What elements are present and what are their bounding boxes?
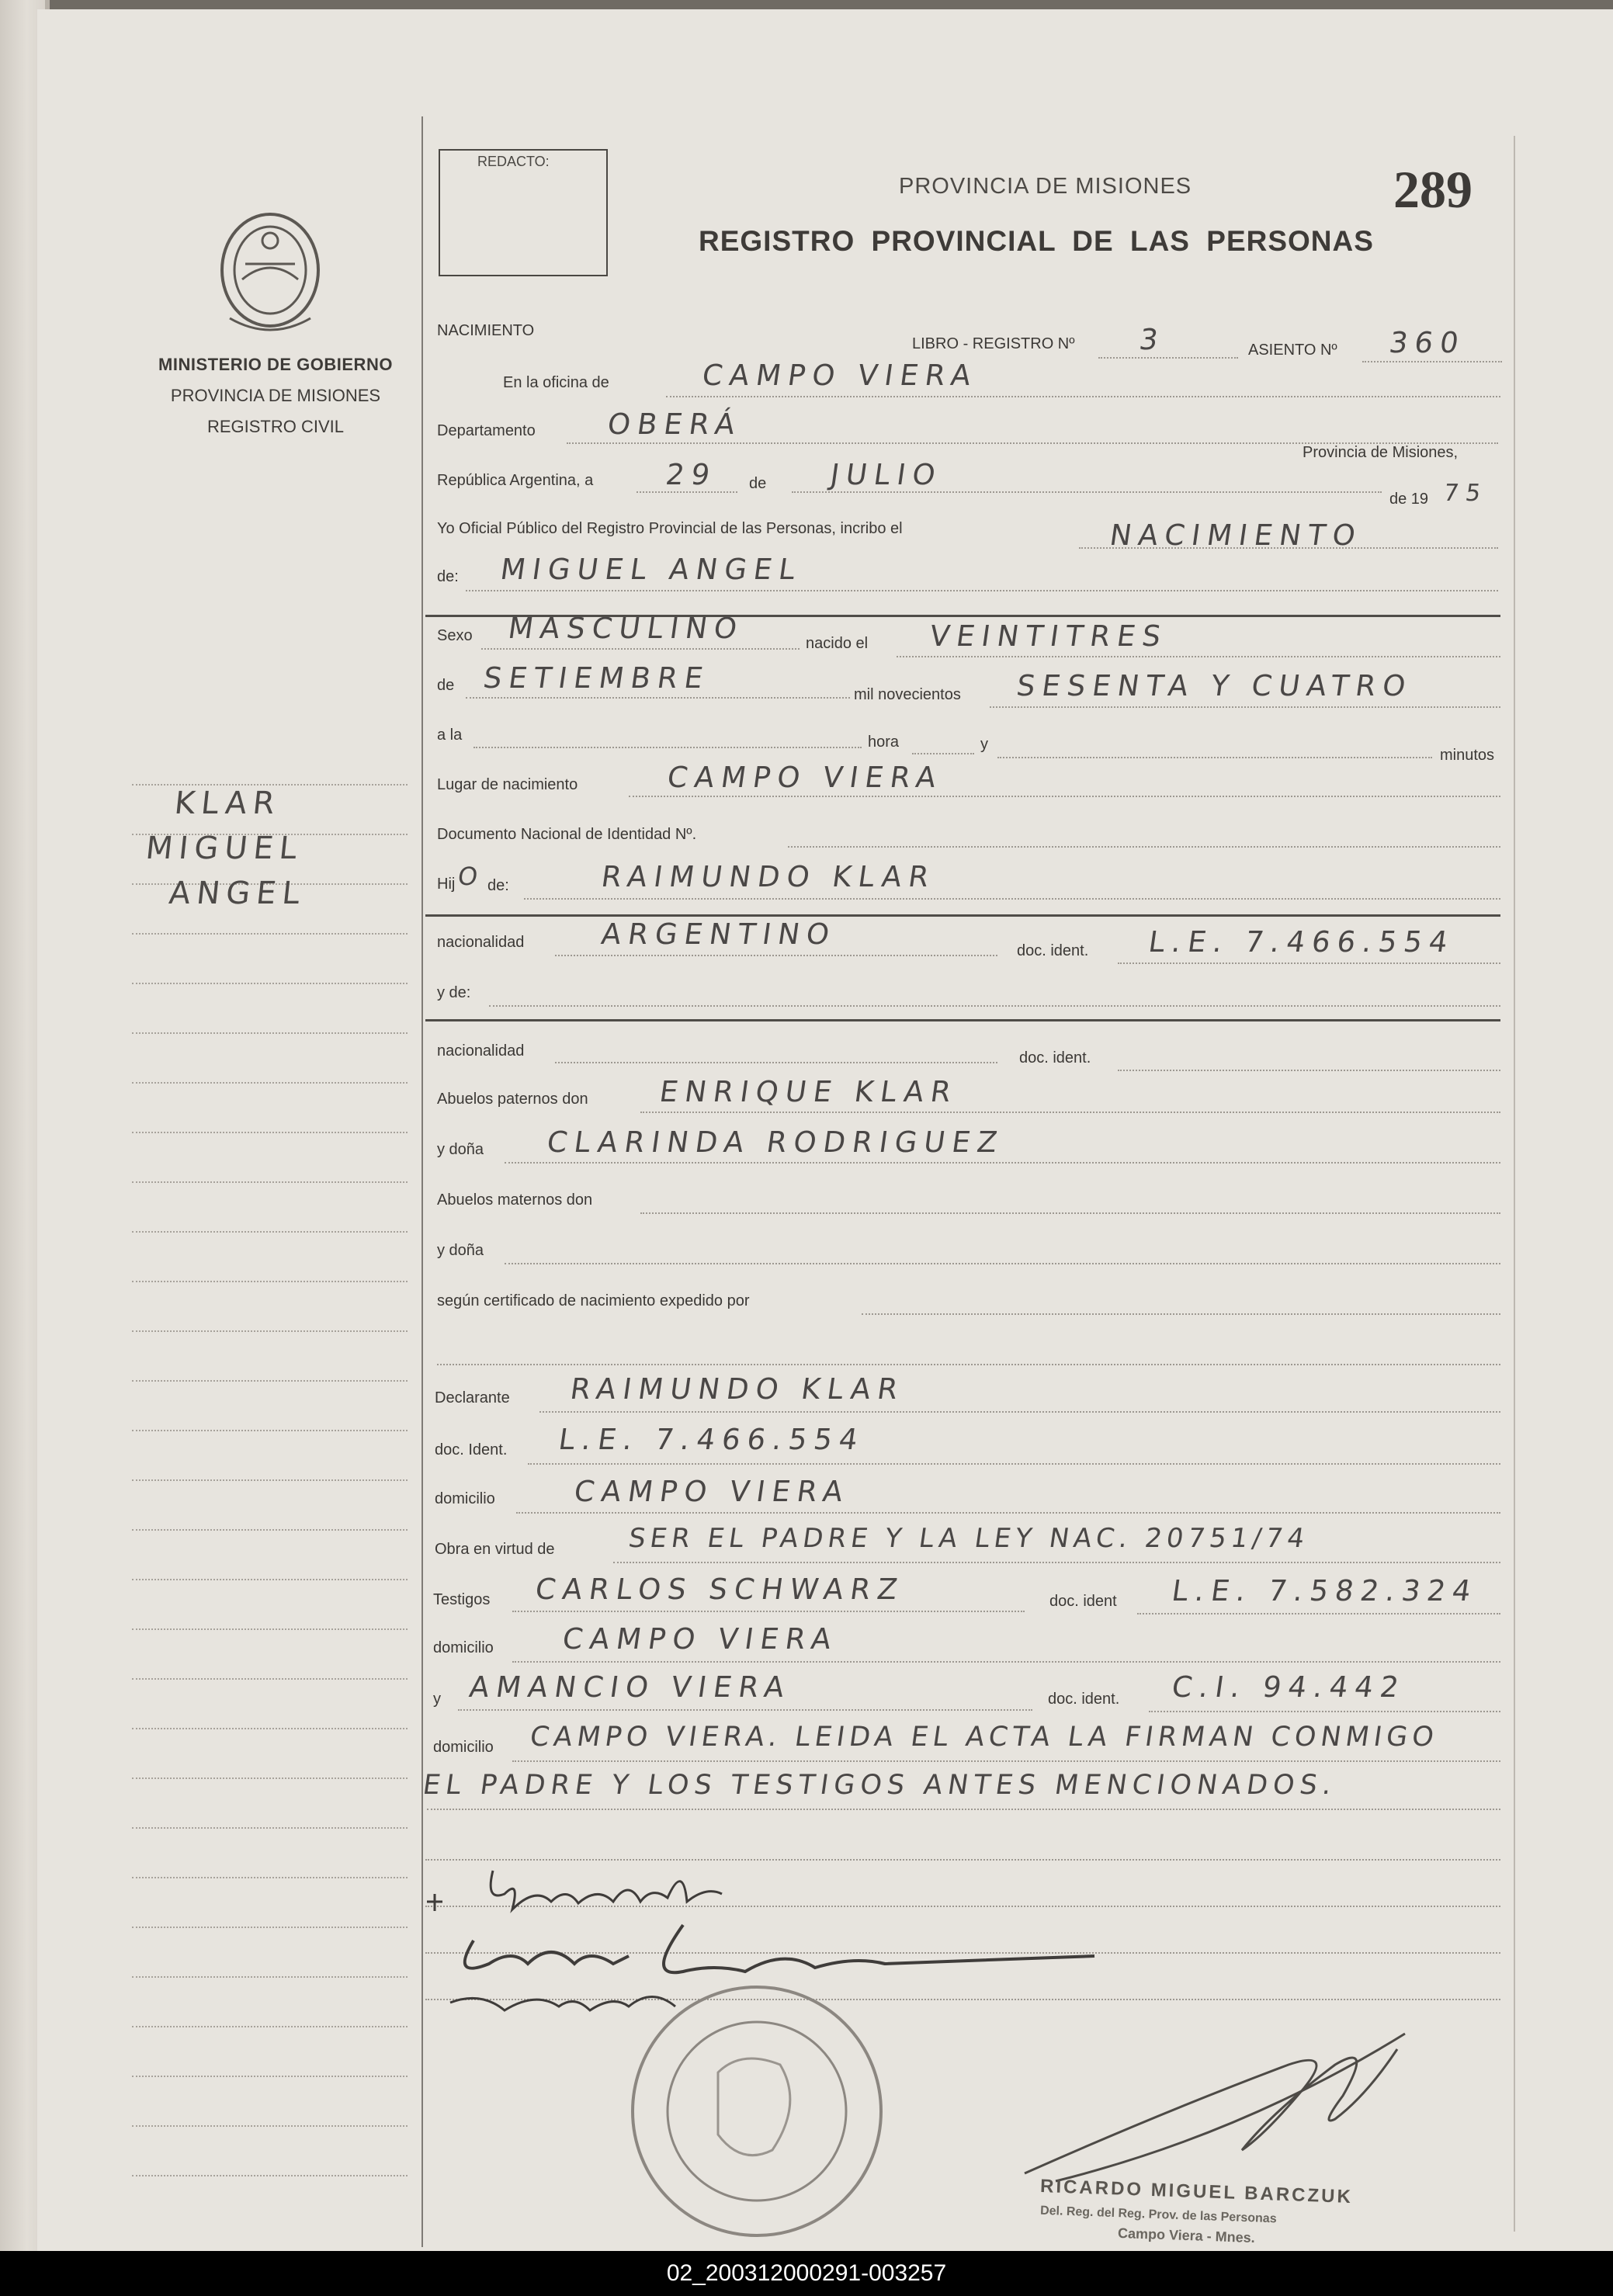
registry-title: REGISTRO PROVINCIAL DE LAS PERSONAS [699,225,1374,257]
dotted-line [466,697,850,699]
obra-label: Obra en virtud de [435,1541,555,1558]
nacido-value: VEINTITRES [927,619,1170,653]
margin-rule [132,2076,408,2078]
margin-rule [132,1032,408,1035]
testigos-label: Testigos [433,1591,491,1608]
dotted-line [912,753,974,755]
dotted-line [512,1611,1025,1613]
sexo-value: MASCULINO [505,612,746,645]
testigo1-value: CARLOS SCHWARZ [532,1573,907,1606]
margin-rule [132,1430,408,1432]
ministry-block [147,349,404,442]
official-signature [1009,2018,1413,2189]
margin-rule [132,1777,408,1780]
continuation-text: EL PADRE Y LOS TESTIGOS ANTES MENCIONADOS. [421,1770,1339,1801]
dotted-line [629,796,1500,798]
margin-rule [132,983,408,985]
ministry-name: MINISTERIO DE GOBIERNO [158,355,393,374]
margin-middlename: ANGEL [167,876,308,911]
dotted-line [505,1263,1500,1265]
dotted-line [990,706,1500,709]
dotted-line [512,1661,1500,1663]
asiento-label: ASIENTO Nº [1248,342,1337,359]
doc-ident-label: doc. ident. [1019,1049,1091,1066]
segun-label: según certificado de nacimiento expedido por [437,1292,750,1309]
margin-rule [132,1927,408,1929]
testigo2-domicilio-value: CAMPO VIERA. LEIDA EL ACTA LA FIRMAN CONMIGO [528,1722,1441,1753]
libro-label: LIBRO - REGISTRO Nº [912,335,1075,352]
de-label: de: [437,568,459,585]
dotted-line [505,1162,1500,1164]
redacto-label: REDACTO: [477,154,550,169]
year-value: 75 [1441,480,1490,507]
dotted-line [788,846,1500,848]
margin-rule [132,1380,408,1382]
margin-rule [132,1132,408,1134]
minutos-label: minutos [1440,747,1495,764]
dotted-line [666,396,1500,398]
declarante-doc-value: L.E. 7.466.554 [556,1423,867,1456]
dotted-line [792,491,1382,494]
republica-label: República Argentina, a [437,472,594,489]
margin-rule [132,1281,408,1283]
testigo1-domicilio-value: CAMPO VIERA [560,1622,841,1656]
image-identifier: 02_200312000291-003257 [0,2251,1613,2296]
margin-rule [132,1479,408,1482]
nombre-value: MIGUEL ANGEL [498,553,805,586]
abuelos-paternos-label: Abuelos paternos don [437,1091,588,1108]
oficial-label: Yo Oficial Público del Registro Provincial de las Personas, incribo el [437,520,903,537]
y-de-label: y de: [437,984,471,1001]
dotted-line [555,1062,997,1064]
section-rule [425,1019,1500,1021]
margin-rule [132,1330,408,1333]
official-stamp-name: RICARDO MIGUEL BARCZUK [1039,2175,1354,2208]
domicilio-label: domicilio [433,1639,494,1656]
dotted-line [489,1005,1500,1008]
milnov-label: mil novecientos [854,686,961,703]
hijo-label: Hij [437,876,456,893]
hora-prefix: a la [437,727,463,744]
dotted-line [1098,357,1238,359]
margin-rule [132,1231,408,1233]
ministry-registry: REGISTRO CIVIL [206,417,345,436]
dotted-line [1137,1613,1500,1615]
abuela-paterna-value: CLARINDA RODRIGUEZ [544,1125,1007,1159]
libro-value: 3 [1136,323,1167,356]
province-heading: PROVINCIA DE MISIONES [899,174,1192,199]
ministry-province: PROVINCIA DE MISIONES [170,386,381,405]
hijo-de-label: de: [487,877,509,894]
declarante-value: RAIMUNDO KLAR [567,1372,907,1406]
dotted-line [1118,962,1500,965]
section-rule [425,914,1500,917]
y-label: y [980,736,988,753]
margin-rule [132,1827,408,1830]
obra-value: SER EL PADRE Y LA LEY NAC. 20751/74 [626,1523,1311,1554]
testigo2-value: AMANCIO VIERA [467,1670,794,1704]
margin-rule [132,1181,408,1184]
nacionalidad-value: ARGENTINO [598,917,839,951]
asiento-value: 360 [1386,326,1468,359]
de-label: de [749,475,767,492]
mes-nacimiento-value: SETIEMBRE [480,661,713,695]
dotted-line [640,1112,1500,1114]
margin-firstname: MIGUEL [144,831,305,866]
margin-surname: KLAR [172,786,283,821]
testigo2-doc-value: C.I. 94.442 [1169,1670,1408,1704]
margin-rule [132,933,408,935]
doc-ident-value: L.E. 7.466.554 [1146,925,1457,959]
domicilio-label: domicilio [433,1739,494,1756]
hora-label: hora [868,734,900,751]
abuelo-paterno-value: ENRIQUE KLAR [657,1075,960,1108]
official-stamp-title: Del. Reg. del Reg. Prov. de las Personas [1039,2204,1277,2226]
hijo-gender-value: O [456,862,487,891]
dotted-line [437,1364,1500,1366]
dotted-line [862,1313,1500,1316]
right-border [1514,136,1515,2232]
dotted-line [528,1463,1500,1465]
official-stamp-location: Campo Viera - Mnes. [1117,2225,1256,2246]
doc-ident-label: doc. ident [1049,1593,1117,1610]
domicilio-value: CAMPO VIERA [571,1475,852,1508]
dotted-line [555,955,997,957]
margin-rule [132,1628,408,1631]
dotted-line [637,491,737,494]
dotted-line [1362,361,1502,363]
y-dona-label: y doña [437,1141,484,1158]
declarante-label: Declarante [435,1389,510,1406]
dotted-line [466,590,1498,592]
doc-ident-label: doc. ident. [1048,1691,1120,1708]
dotted-line [1118,1070,1500,1072]
oficina-value: CAMPO VIERA [699,359,980,392]
margin-rule [132,1579,408,1581]
lugar-value: CAMPO VIERA [664,761,945,794]
abuelos-maternos-label: Abuelos maternos don [437,1191,593,1209]
margin-rule [132,1976,408,1979]
dni-label: Documento Nacional de Identidad Nº. [437,826,697,843]
testigo1-doc-value: L.E. 7.582.324 [1169,1574,1480,1608]
dotted-line [473,747,862,749]
departamento-value: OBERÁ [605,408,744,441]
dotted-line [997,757,1432,759]
y-dona-label: y doña [437,1242,484,1259]
dotted-line [458,1709,1032,1712]
lugar-label: Lugar de nacimiento [437,776,578,793]
provincia-label: Provincia de Misiones, [1303,444,1459,461]
year-label: de 19 [1389,491,1429,508]
folio-number: 289 [1393,160,1473,219]
redacto-box [439,149,608,276]
month-value: JULIO [827,458,945,491]
margin-rule [132,1877,408,1879]
dotted-line [524,898,1500,900]
dotted-line [1149,1711,1500,1713]
margin-rule [132,2175,408,2177]
nacionalidad-label: nacionalidad [437,934,525,951]
dotted-line [516,1512,1500,1514]
coat-of-arms-seal [214,210,326,334]
margin-rule [132,2125,408,2128]
nacido-label: nacido el [806,635,869,652]
dotted-line [640,1212,1500,1215]
sexo-label: Sexo [437,627,473,644]
de-label: de [437,677,455,694]
margin-rule [132,1082,408,1084]
margin-rule [132,2026,408,2028]
dotted-line [427,1809,1500,1811]
dotted-line [897,656,1500,658]
margin-rule [132,1728,408,1730]
margin-rule [132,1529,408,1531]
padre-value: RAIMUNDO KLAR [598,860,938,893]
margin-rule [132,1678,408,1680]
day-value: 29 [663,458,720,491]
section-label: NACIMIENTO [437,322,535,339]
y-label: y [433,1691,441,1708]
oficina-label: En la oficina de [503,374,609,391]
doc-ident-label: doc. ident. [1017,942,1089,959]
anio-nacimiento-value: SESENTA Y CUATRO [1014,669,1415,702]
nacionalidad-label: nacionalidad [437,1042,525,1060]
dotted-line [613,1562,1500,1564]
acto-value: NACIMIENTO [1107,519,1365,552]
doc-ident-label: doc. Ident. [435,1441,508,1458]
departamento-label: Departamento [437,422,536,439]
registry-round-stamp [625,1979,889,2243]
domicilio-label: domicilio [435,1490,495,1507]
dotted-line [481,648,800,650]
dotted-line [512,1760,1500,1763]
dotted-line [539,1411,1500,1413]
